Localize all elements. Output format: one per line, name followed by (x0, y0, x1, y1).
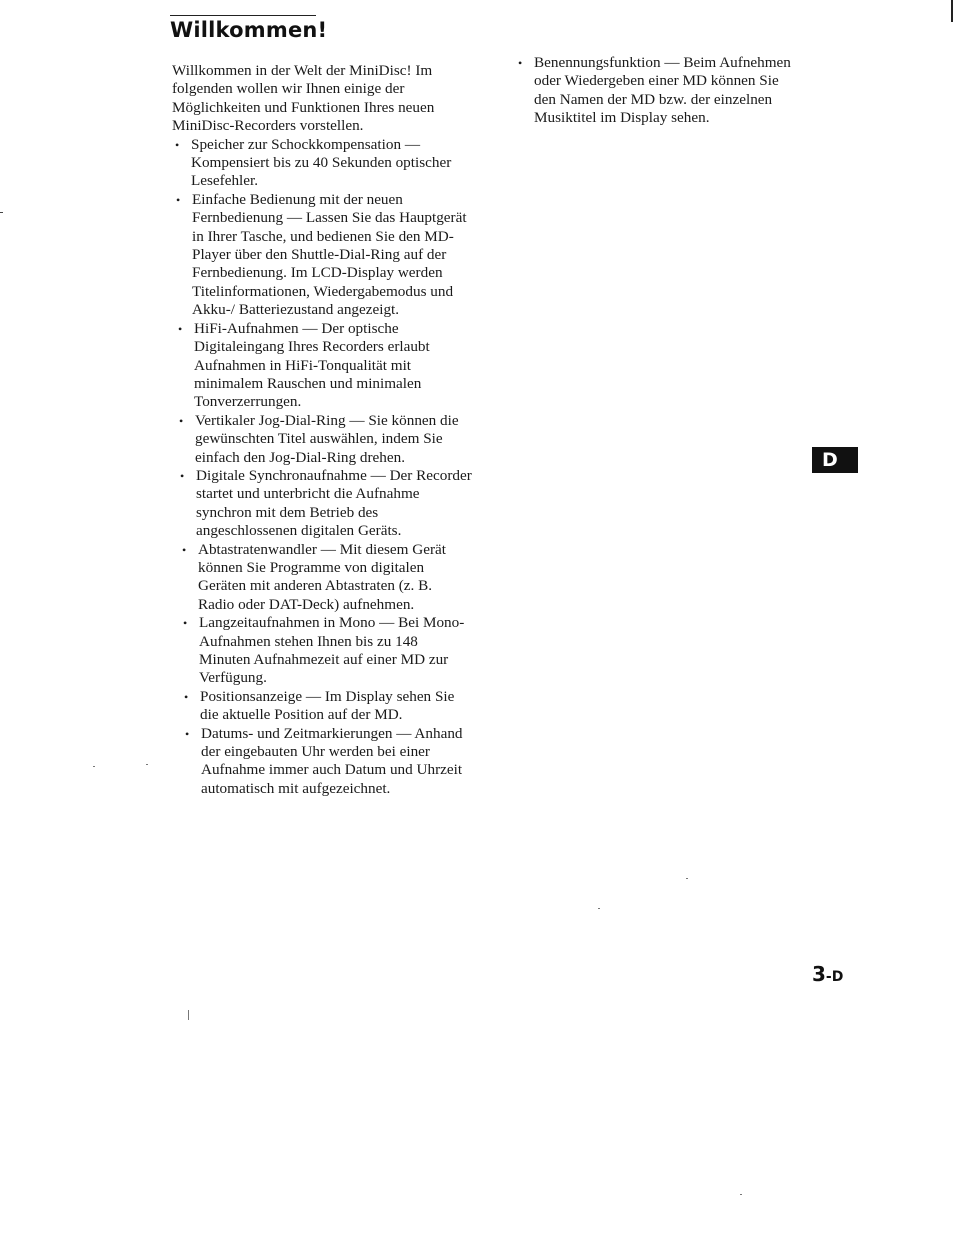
feature-text: Positionsanzeige — Im Display sehen Sie die aktuelle Position auf der MD. (200, 687, 455, 724)
scan-speck (686, 878, 688, 879)
feature-text: Einfache Bedienung mit der neuen Fernbedienung — Lassen Sie das Hauptgerät in Ihrer Tasche, und bedienen Sie den MD-Player über den Shuttle-Dial-Ring auf der Fernbedienung. Im LCD-Display werden Titelinformationen, Wiedergabemodus und Akku-/ Batteriezustand angezeigt. (192, 190, 467, 319)
page-title: Willkommen! (170, 18, 328, 42)
list-item (174, 191, 472, 320)
list-item (177, 412, 472, 467)
list-item (178, 467, 472, 541)
bullet-icon: • (178, 321, 183, 336)
feature-text: Abtastratenwandler — Mit diesem Gerät können Sie Programme von digitalen Geräten mit anderen Abtastraten (z. B. Radio oder DAT-Deck) aufnehmen. (198, 540, 446, 613)
scan-speck (146, 764, 148, 765)
list-item (516, 54, 796, 128)
bullet-icon: • (182, 542, 187, 557)
list-item (173, 136, 472, 191)
bullet-icon: • (183, 616, 188, 631)
feature-list-right (516, 54, 796, 128)
right-column (516, 54, 796, 128)
bullet-icon: • (180, 468, 185, 483)
section-tab-badge: D (812, 447, 858, 473)
list-item (181, 614, 472, 688)
left-column (172, 62, 472, 798)
intro-paragraph: Willkommen in der Welt der MiniDisc! Im folgenden wollen wir Ihnen einige der Möglichkeiten und Funktionen Ihres neuen MiniDisc-Recorders vorstellen. (172, 62, 435, 135)
feature-text: Langzeitaufnahmen in Mono — Bei Mono-Aufnahmen stehen Ihnen bis zu 148 Minuten Aufnahmezeit auf einer MD zur Verfügung. (199, 614, 465, 687)
bullet-icon: • (184, 689, 189, 704)
bullet-icon: • (179, 413, 184, 428)
scan-edge-mark (0, 212, 3, 213)
page-number (812, 962, 843, 986)
feature-text: Speicher zur Schockkompensation — Kompensiert bis zu 40 Sekunden optischer Lesefehler. (191, 135, 452, 190)
feature-text: Benennungsfunktion — Beim Aufnehmen oder Wiedergeben einer MD können Sie den Namen der MD bzw. der einzelnen Musiktitel im Display sehen. (534, 54, 791, 127)
scan-speck (188, 1010, 189, 1020)
list-item (183, 725, 472, 799)
feature-list-left (172, 136, 472, 799)
title-rule (170, 15, 316, 16)
feature-text: Vertikaler Jog-Dial-Ring — Sie können die gewünschten Titel auswählen, indem Sie einfach den Jog-Dial-Ring drehen. (195, 411, 459, 466)
list-item (182, 688, 472, 725)
scan-speck (740, 1194, 742, 1195)
scan-speck (598, 908, 600, 909)
page-number-suffix: -D (825, 969, 844, 985)
list-item (180, 541, 472, 615)
feature-text: HiFi-Aufnahmen — Der optische Digitaleingang Ihres Recorders erlaubt Aufnahmen in HiFi-Tonqualität mit minimalem Rauschen und minimalen Tonverzerrungen. (194, 319, 430, 411)
bullet-icon: • (176, 192, 181, 207)
bullet-icon: • (185, 726, 190, 741)
scan-speck (93, 766, 95, 767)
page-number-value: 3 (812, 962, 826, 986)
list-item (176, 320, 472, 412)
bullet-icon: • (175, 137, 180, 152)
feature-text: Datums- und Zeitmarkierungen — Anhand der eingebauten Uhr werden bei einer Aufnahme immer auch Datum und Uhrzeit automatisch mit aufgezeichnet. (201, 724, 463, 797)
scan-edge-mark (951, 0, 953, 22)
bullet-icon: • (518, 56, 523, 70)
feature-text: Digitale Synchronaufnahme — Der Recorder startet und unterbricht die Aufnahme synchron mit dem Betrieb des angeschlossenen digitalen Geräts. (196, 466, 472, 540)
